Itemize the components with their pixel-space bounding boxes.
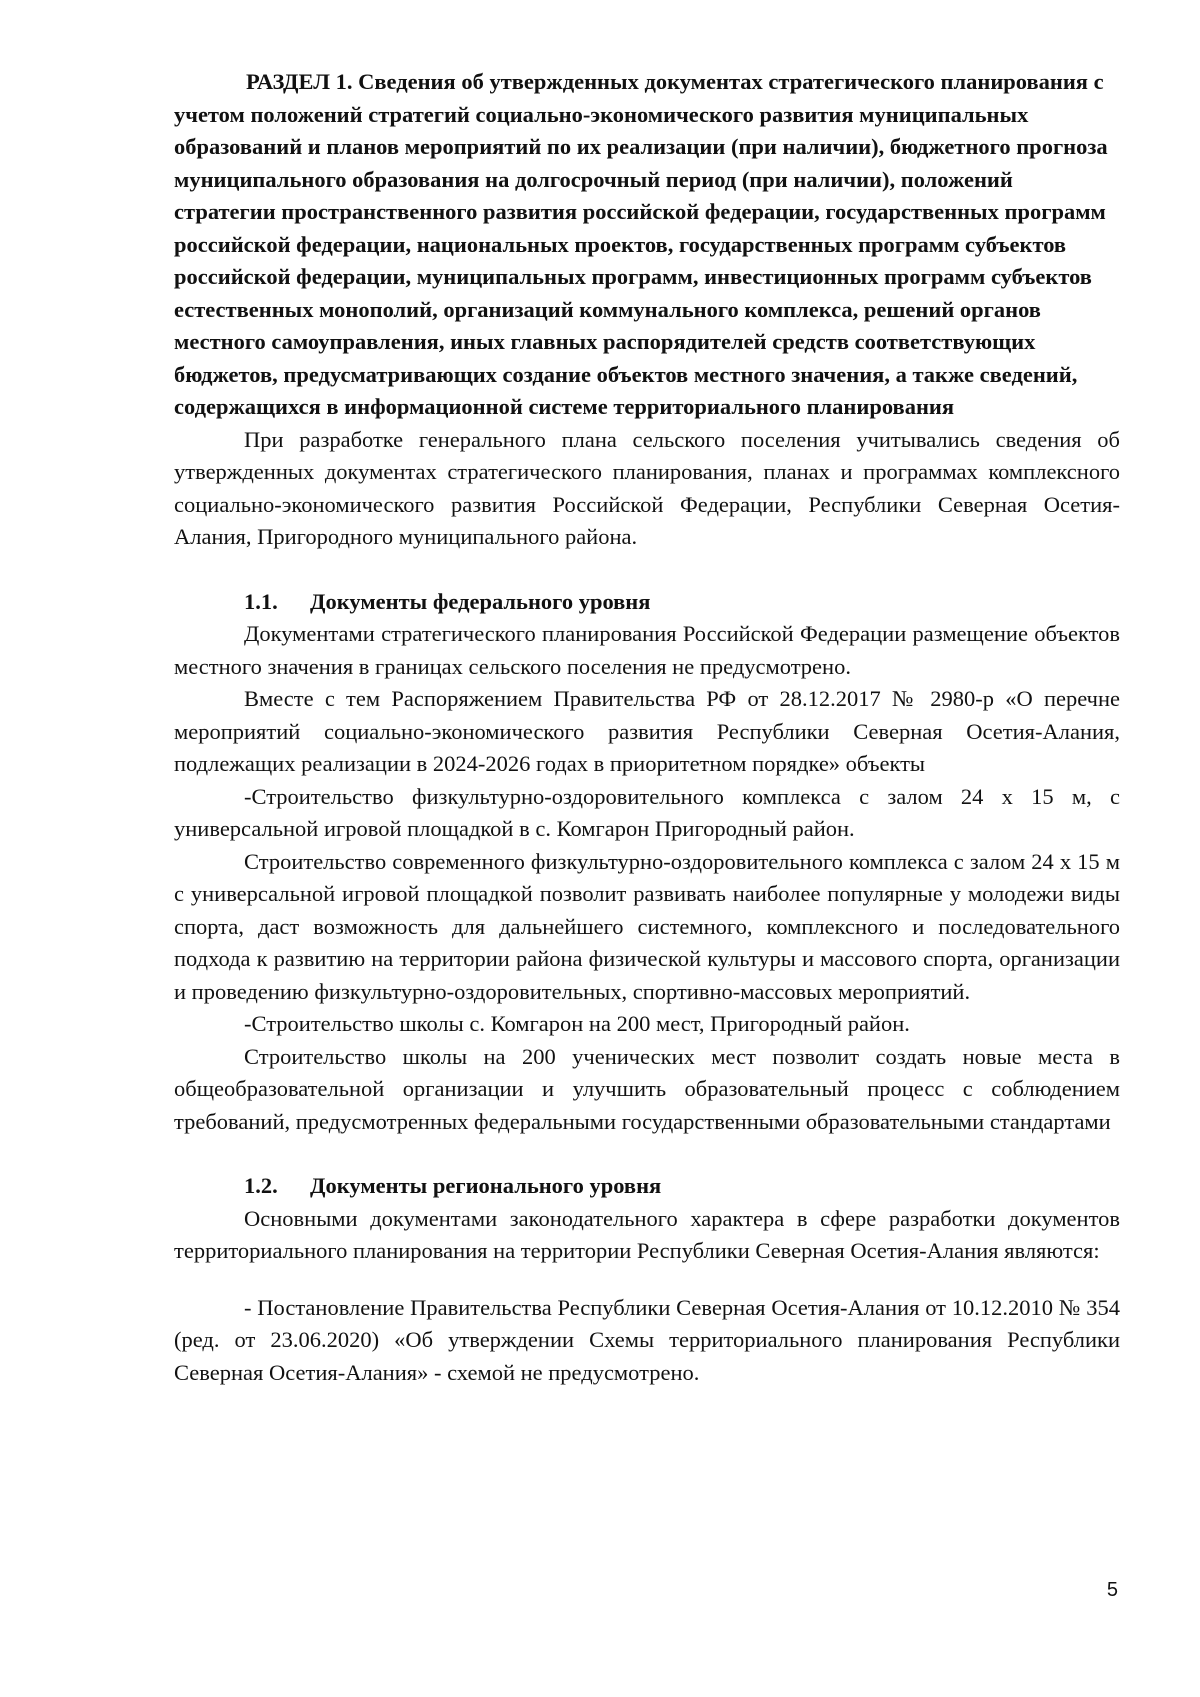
page-content — [174, 66, 1120, 1389]
section-intro: При разработке генерального плана сельского поселения учитывались сведения об утвержденных документах стратегического планирования, планах и программах комплексного социально-экономического развития Российской Федерации, Республики Северная Осетия-Алания, Пригородного муниципального района. — [174, 426, 1120, 549]
subsection-title: Документы регионального уровня — [310, 1173, 662, 1198]
section-title: РАЗДЕЛ 1. Сведения об утвержденных документах стратегического планирования с учетом положений стратегий социально-экономического развития муниципальных образований и планов мероприятий по их реализации (при наличии), бюджетного прогноза муниципального образования на долгосрочный период (при наличии), положений стратегии пространственного развития российской федерации, государственных программ российской федерации, национальных проектов, государственных программ субъектов российской федерации, муниципальных программ, инвестиционных программ субъектов естественных монополий, организаций коммунального комплекса, решений органов местного самоуправления, иных главных распорядителей средств соответствующих бюджетов, предусматривающих создание объектов местного значения, а также сведений, содержащихся в информационной системе территориального планирования — [174, 69, 1108, 419]
spacer — [174, 554, 1120, 586]
subsection-heading-federal — [174, 586, 1120, 619]
subsection-number: 1.2. — [244, 1173, 278, 1198]
spacer — [174, 1268, 1120, 1292]
paragraph: Строительство школы на 200 ученических мест позволит создать новые места в общеобразовательной организации и улучшить образовательный процесс с соблюдением требований, предусмотренных федеральными государственными образовательными стандартами — [174, 1043, 1120, 1134]
paragraph: - Постановление Правительства Республики Северная Осетия-Алания от 10.12.2010 № 354 (ред. от 23.06.2020) «Об утверждении Схемы территориального планирования Республики Северная Осетия-Алания» - схемой не предусмотрено. — [174, 1294, 1120, 1385]
subsection-number: 1.1. — [244, 588, 278, 614]
subsection-heading-regional — [174, 1170, 1120, 1203]
page-number: 5 — [1106, 1579, 1118, 1601]
paragraph: Основными документами законодательного характера в сфере разработки документов территориального планирования на территории Республики Северная Осетия-Алания являются: — [174, 1205, 1120, 1263]
spacer — [174, 1138, 1120, 1170]
paragraph: -Строительство физкультурно-оздоровительного комплекса с залом 24 х 15 м, с универсальной игровой площадкой в с. Комгарон Пригородный район. — [174, 783, 1120, 841]
paragraph: Строительство современного физкультурно-оздоровительного комплекса с залом 24 х 15 м с универсальной игровой площадкой позволит развивать наиболее популярные у молодежи виды спорта, даст возможность для дальнейшего системного, комплексного и последовательного подхода к развитию на территории района физической культуры и массового спорта, организации и проведению физкультурно-оздоровительных, спортивно-массовых мероприятий. — [174, 848, 1120, 1004]
paragraph: Документами стратегического планирования Российской Федерации размещение объектов местного значения в границах сельского поселения не предусмотрено. — [174, 621, 1120, 679]
subsection-title: Документы федерального уровня — [310, 588, 651, 614]
paragraph: Вместе с тем Распоряжением Правительства РФ от 28.12.2017 № 2980-р «О перечне мероприятий социально-экономического развития Республики Северная Осетия-Алания, подлежащих реализации в 2024-2026 годах в приоритетном порядке» объекты — [174, 686, 1120, 776]
paragraph: -Строительство школы с. Комгарон на 200 мест, Пригородный район. — [244, 1011, 910, 1036]
